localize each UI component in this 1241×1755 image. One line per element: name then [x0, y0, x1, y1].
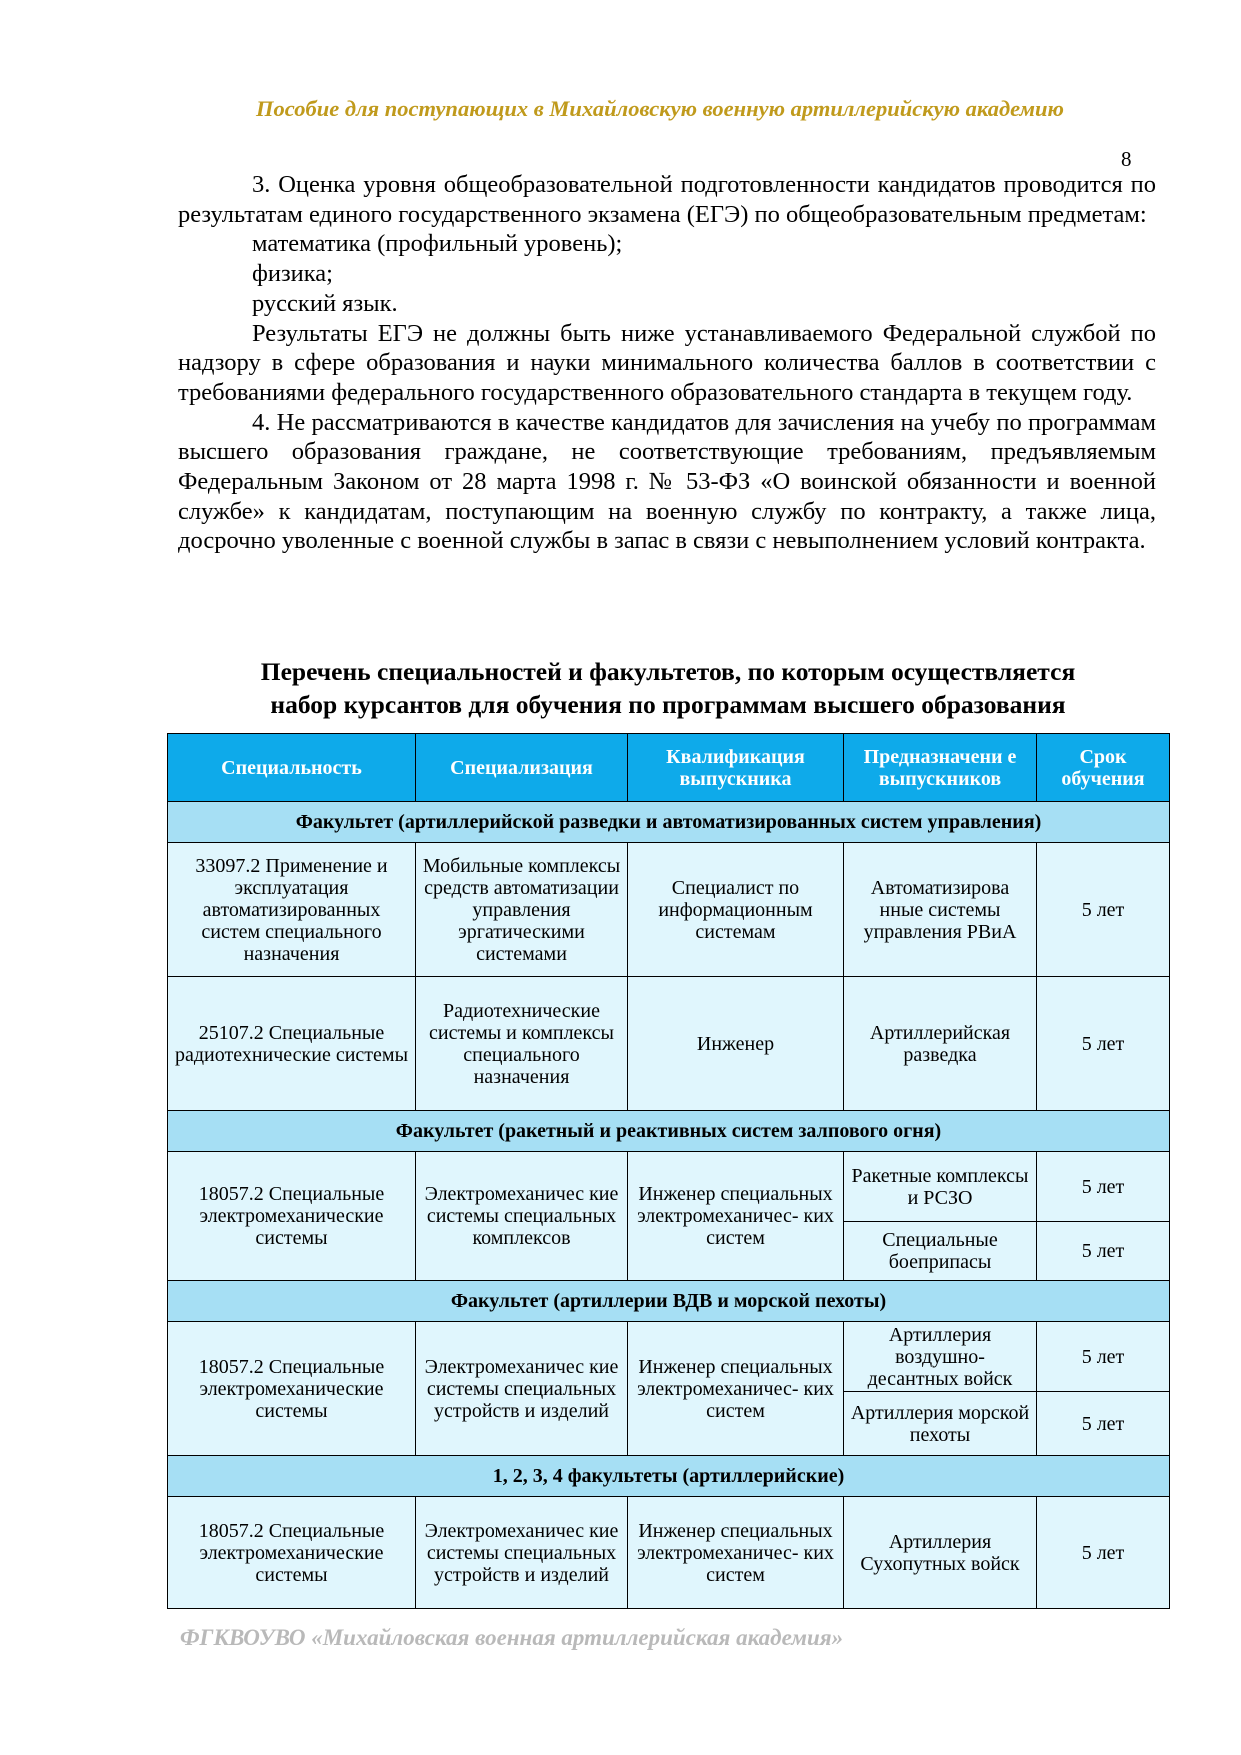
faculty-row — [168, 1111, 1170, 1152]
specialization-cell: Электромеханичес кие системы специальных комплексов — [416, 1152, 628, 1281]
duration-cell: 5 лет — [1037, 1392, 1170, 1456]
faculty-title: Факультет (артиллерийской разведки и автоматизированных систем управления) — [168, 802, 1170, 843]
faculty-row — [168, 1456, 1170, 1497]
specialty-cell: 25107.2 Специальные радиотехнические системы — [168, 977, 416, 1111]
purpose-cell: Артиллерия воздушно- десантных войск — [844, 1322, 1037, 1392]
duration-cell: 5 лет — [1037, 1152, 1170, 1222]
table-row — [168, 843, 1170, 977]
specialization-cell: Мобильные комплексы средств автоматизации управления эргатическими системами — [416, 843, 628, 977]
duration-cell: 5 лет — [1037, 843, 1170, 977]
table-row — [168, 1497, 1170, 1609]
list-item: русский язык. — [252, 289, 398, 317]
duration-cell: 5 лет — [1037, 1497, 1170, 1609]
section-title-line: набор курсантов для обучения по программам высшего образования — [270, 690, 1066, 719]
list-item: физика; — [252, 260, 333, 288]
specialization-cell: Электромеханичес кие системы специальных устройств и изделий — [416, 1497, 628, 1609]
table-row — [168, 977, 1170, 1111]
specialty-cell: 18057.2 Специальные электромеханические системы — [168, 1152, 416, 1281]
page-number: 8 — [1121, 147, 1132, 171]
footer-institution: ФГКВОУВО «Михайловская военная артиллерийская академия» — [180, 1625, 844, 1650]
specialization-cell: Радиотехнические системы и комплексы специального назначения — [416, 977, 628, 1111]
faculty-title: 1, 2, 3, 4 факультеты (артиллерийские) — [168, 1456, 1170, 1497]
column-header: Квалификация выпускника — [628, 734, 844, 802]
column-header: Специальность — [168, 734, 416, 802]
duration-cell: 5 лет — [1037, 1222, 1170, 1281]
column-header: Предназначени е выпускников — [844, 734, 1037, 802]
list-item: математика (профильный уровень); — [252, 230, 623, 258]
table-header-row — [168, 734, 1170, 802]
qualification-cell: Инженер специальных электромеханичес- ких систем — [628, 1152, 844, 1281]
specialties-table — [167, 733, 1170, 1609]
purpose-cell: Артиллерия Сухопутных войск — [844, 1497, 1037, 1609]
faculty-row — [168, 1281, 1170, 1322]
running-title: Пособие для поступающих в Михайловскую военную артиллерийскую академию — [256, 96, 1064, 121]
table-row — [168, 1152, 1170, 1222]
paragraph-assessment: 3. Оценка уровня общеобразовательной подготовленности кандидатов проводится по результатам единого государственного экзамена (ЕГЭ) по общеобразовательным предметам: — [178, 171, 1156, 228]
specialty-cell: 18057.2 Специальные электромеханические системы — [168, 1322, 416, 1456]
section-title-line: Перечень специальностей и факультетов, по которым осуществляется — [260, 657, 1076, 686]
specialty-cell: 33097.2 Применение и эксплуатация автоматизированных систем специального назначения — [168, 843, 416, 977]
purpose-cell: Ракетные комплексы и РСЗО — [844, 1152, 1037, 1222]
faculty-title: Факультет (ракетный и реактивных систем залпового огня) — [168, 1111, 1170, 1152]
paragraph-exclusions: 4. Не рассматриваются в качестве кандидатов для зачисления на учебу по программам высшего образования граждане, не соответствующие требованиям, предъявляемым Федеральным Законом от 28 марта 1998 г. № 53-ФЗ «О воинской обязанности и военной службе» к кандидатам, поступающим на военную службу по контракту, а также лица, досрочно уволенные с военной службы в запас в связи с невыполнением условий контракта. — [178, 408, 1156, 555]
column-header: Специализация — [416, 734, 628, 802]
column-header: Срок обучения — [1037, 734, 1170, 802]
purpose-cell: Специальные боеприпасы — [844, 1222, 1037, 1281]
faculty-title: Факультет (артиллерии ВДВ и морской пехоты) — [168, 1281, 1170, 1322]
body-text — [178, 170, 1156, 556]
qualification-cell: Инженер специальных электромеханичес- ких систем — [628, 1322, 844, 1456]
section-title — [180, 655, 1156, 721]
table-row — [168, 1322, 1170, 1392]
purpose-cell: Автоматизирова нные системы управления РВиА — [844, 843, 1037, 977]
purpose-cell: Артиллерийская разведка — [844, 977, 1037, 1111]
faculty-row — [168, 802, 1170, 843]
duration-cell: 5 лет — [1037, 977, 1170, 1111]
qualification-cell: Инженер — [628, 977, 844, 1111]
specialty-cell: 18057.2 Специальные электромеханические системы — [168, 1497, 416, 1609]
specialization-cell: Электромеханичес кие системы специальных устройств и изделий — [416, 1322, 628, 1456]
duration-cell: 5 лет — [1037, 1322, 1170, 1392]
qualification-cell: Инженер специальных электромеханичес- ких систем — [628, 1497, 844, 1609]
purpose-cell: Артиллерия морской пехоты — [844, 1392, 1037, 1456]
paragraph-results: Результаты ЕГЭ не должны быть ниже устанавливаемого Федеральной службой по надзору в сфере образования и науки минимального количества баллов в соответствии с требованиями федерального государственного образовательного стандарта в текущем году. — [178, 319, 1156, 406]
qualification-cell: Специалист по информационным системам — [628, 843, 844, 977]
